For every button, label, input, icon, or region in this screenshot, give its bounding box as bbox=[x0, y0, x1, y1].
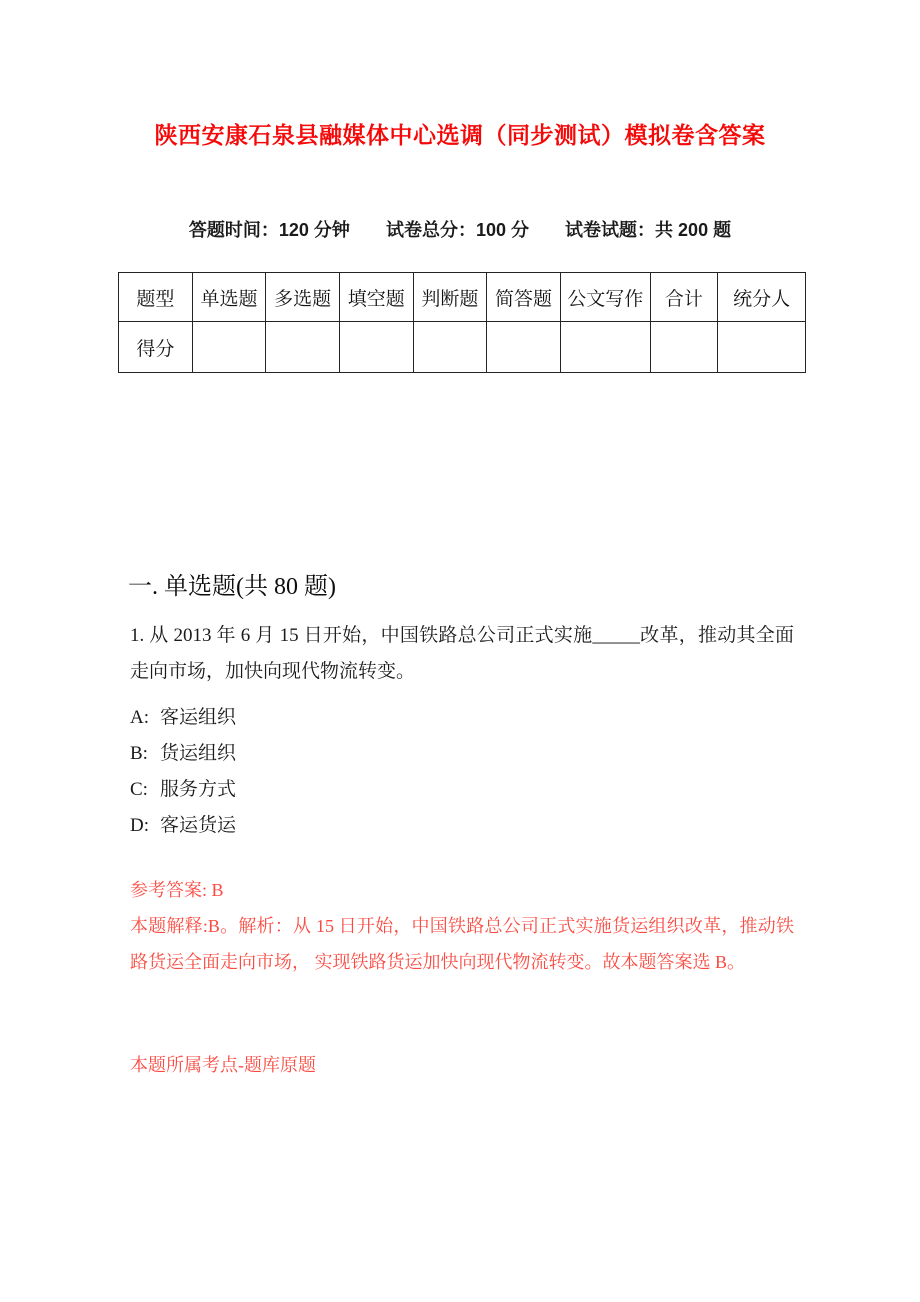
table-row bbox=[119, 322, 806, 373]
table-header-cell-judge: 判断题 bbox=[413, 273, 487, 322]
score-cell-judge[interactable] bbox=[413, 322, 487, 373]
exam-total-score: 试卷总分：100 分 bbox=[385, 220, 530, 240]
option-c[interactable] bbox=[130, 772, 794, 808]
question-stem: 1. 从 2013 年 6 月 15 日开始，中国铁路总公司正式实施_____改革，推动其全面走向市场，加快向现代物流转变。 bbox=[130, 625, 794, 682]
table-row-label-score: 得分 bbox=[119, 322, 193, 373]
option-d-key: D: bbox=[130, 815, 149, 836]
section-heading-single-choice: 一. 单选题(共 80 题) bbox=[128, 574, 336, 600]
table-header-cell-fill: 填空题 bbox=[339, 273, 413, 322]
option-b-key: B: bbox=[130, 743, 148, 764]
table-header-cell-single: 单选题 bbox=[192, 273, 266, 322]
question-item bbox=[130, 618, 794, 844]
option-a-key: A: bbox=[130, 707, 149, 728]
score-table-container bbox=[118, 272, 806, 373]
table-header-cell-short: 简答题 bbox=[487, 273, 561, 322]
table-header-cell-total: 合计 bbox=[650, 273, 718, 322]
option-d-label: 客运货运 bbox=[160, 815, 237, 836]
score-cell-writing[interactable] bbox=[560, 322, 650, 373]
score-cell-fill[interactable] bbox=[339, 322, 413, 373]
exam-question-count: 试卷试题：共 200 题 bbox=[565, 220, 732, 240]
page-title: 陕西安康石泉县融媒体中心选调（同步测试）模拟卷含答案 bbox=[154, 122, 766, 148]
table-header-cell-tallier: 统分人 bbox=[718, 273, 806, 322]
table-header-cell-writing: 公文写作 bbox=[560, 273, 650, 322]
score-cell-short[interactable] bbox=[487, 322, 561, 373]
option-list bbox=[130, 700, 794, 844]
score-cell-single[interactable] bbox=[192, 322, 266, 373]
score-cell-tallier[interactable] bbox=[718, 322, 806, 373]
answer-block bbox=[130, 872, 794, 980]
reference-answer: 参考答案: B bbox=[130, 880, 224, 900]
table-header-cell-multi: 多选题 bbox=[266, 273, 340, 322]
option-a[interactable] bbox=[130, 700, 794, 736]
option-c-label: 服务方式 bbox=[160, 779, 237, 800]
score-cell-multi[interactable] bbox=[266, 322, 340, 373]
knowledge-point: 本题所属考点-题库原题 bbox=[130, 1055, 316, 1075]
answer-explanation: 本题解释:B。解析：从 15 日开始，中国铁路总公司正式实施货运组织改革，推动铁路货运全面走向市场， 实现铁路货运加快向现代物流转变。故本题答案选 B。 bbox=[130, 916, 794, 972]
score-cell-total[interactable] bbox=[650, 322, 718, 373]
option-b[interactable] bbox=[130, 736, 794, 772]
option-c-key: C: bbox=[130, 779, 148, 800]
option-d[interactable] bbox=[130, 808, 794, 844]
table-header-cell-type: 题型 bbox=[119, 273, 193, 322]
score-table bbox=[118, 272, 806, 373]
table-header-row bbox=[119, 273, 806, 322]
option-b-label: 货运组织 bbox=[160, 743, 237, 764]
exam-duration: 答题时间：120 分钟 bbox=[188, 220, 350, 240]
option-a-label: 客运组织 bbox=[160, 707, 237, 728]
exam-meta-line bbox=[0, 216, 920, 244]
